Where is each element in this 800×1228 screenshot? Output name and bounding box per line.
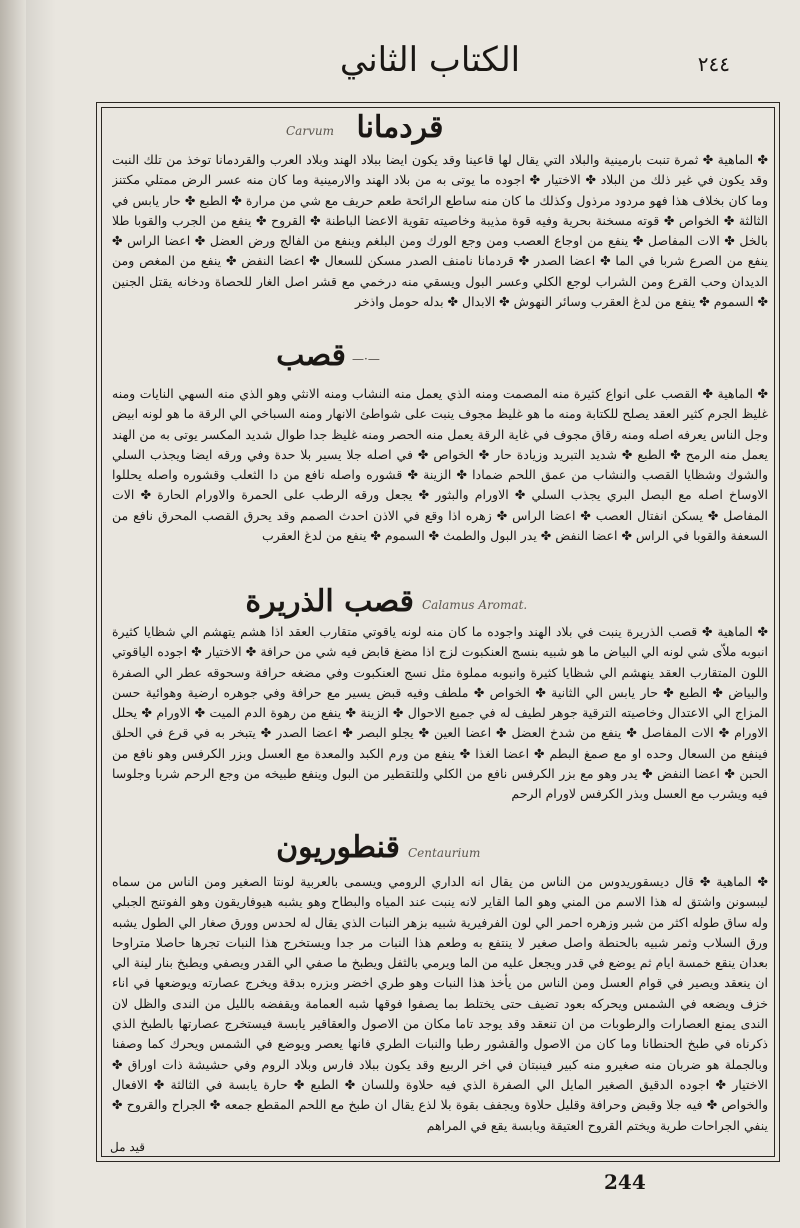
entry-title-qasab-al-dharira: قصب الذريرة [245, 584, 414, 619]
gutter-shadow [26, 0, 56, 1228]
entry-body-qasab: ✤ الماهية ✤ القصب على انواع كثيرة منه المصمت ومنه الذي يعمل منه النشاب ومنه الانثي وهو الذي منه السهي النايات ومنه غليظ الجرم كثير العقد يصلح للكتابة ومنه ما هو غليظ مجوف ينبت على شواطئ الانهار ومنه السباخي الي الرقة ما هو لونه ابيض وجل الناس يعرفه اصله ومنه رقاق مجوف في غاية الرقة يعمل منه الحصر ومنه غليظ جدا طوال شديد المكسر يوتى به من الهند يعمل منه الرمح ✤ الطبع ✤ شديد التبريد وزيادة حار ✤ الخواص ✤ في اصله جلا يسير بلا حدة وفي ورقه ايضا ويجذب السلي والشوك وشظايا القصب والنشاب من عمق اللحم ضمادا ✤ الزينة ✤ قشوره واصله نافع من دا الثعلب وقشوره واصله يحللوا الاوساخ اصله مع البصل البري يجذب السلي ✤ الاورام والبثور ✤ يجعل ورقه الرطب على الحمرة والاورام الحارة ✤ الات المفاصل ✤ يسكن انفتال العصب ✤ اعضا الراس ✤ زهره اذا وقع في الاذن احدث الصمم وقد يحرق القصب المحرق نافع من السعفة والقوبا في الراس ✤ اعضا النفض ✤ يدر البول والطمث ✤ السموم ✤ ينفع من لدغ العقرب [112, 386, 768, 544]
entry-body-qanturiun: ✤ الماهية ✤ قال ديسقوريدوس من الناس من يقال انه الداري الرومي ويسمى بالعربية لونتا الصغير ومن الناس من سماه ليبسونن واشتق له هذا الاسم من المني وهو الما القاير لانه ينبت عند المياه والبطاح وهو يشبه هيوفاريقون وهو الفوتنج الجبلي وله ساق طوله اكثر من شبر وزهره احمر الي لون الفرفيرية شبيه بزهر النبات الذي يقال له لحدس وورق صغار الي الطول يشبه ورق السلاب وثمر شبيه بالحنطة واصل صغير لا ينتفع به وطعم هذا النبات مر جدا ويستخرج هذا النبات تجرها حاصلا متراوحا بعدان ينقع خمسة ايام ثم يوضع في قدر ويجعل عليه من الما ويرمي بالثفل ويطبخ ما صفي الي القدر ويصفي ويطبخ بنار لينة الي ان ينعقد ويصير في قوام العسل ومن الناس من يأخذ هذا النبات وهو طري اخضر وبزره بدقة ويخرج عصارته ويوضعها في اناء خزف ويضعه في الشمس ويحركه بعود تضيف حتى يختلط بما يصفوا فوقها شبه العمامة ويقفضه بالليل من الندى والظل لان الندى يمنع العصارات والرطوبات من ان تنعقد وقد يوجد تاما مكان من الاصول والعقاقير يابسة فيستخرج عصارتها بالطبخ الذي ذكرناه في طبخ الحنطانا وما كان من الاصول والقشور رطبا والنبات الطري فانها يعصر ويوضع في الشمس ويحرك كما وصفنا وبالجملة هو ضربان منه صغيرو منه كبير فينبتان في اخر الربيع وقد يكون ببلاد فارس وبلاد الروم وفي حشيشة ذات اوراق ✤ الاختيار ✤ اجوده الدقيق الصغير المايل الي الصفرة الذي فيه حلاوة وللسان ✤ الطبع ✤ حارة يابسة في الثالثة ✤ الافعال والخواص ✤ فيه جلا وقبض وحرافة وقليل حلاوة ويجفف بقوة بلا لذع يقال ان طبخ مع اللحم المقطع جمعه ✤ الجراح والقروح ✤ ينفي الجراحات طرية ويختم القروح العتيقة ويابسة يقع في المراهم [112, 874, 768, 1133]
entry-title-qanturiun: قنطوريون [276, 830, 400, 865]
entry-latin-gloss: Centaurium [408, 846, 481, 860]
entry-title-qasab: قصب [276, 338, 346, 373]
page-number: 244 [604, 1170, 646, 1194]
entry-body-qasab-al-dharira: ✤ الماهية ✤ قصب الذريرة ينبت في بلاد الهند واجوده ما كان منه لونه ياقوتي متقارب العقد اذا هشم يتهشم الي شظايا كثيرة انبوبه ملاّى شي لونه الي البياض ما هو شبيه بنسج العنكبوت لزج اذا مضغ قابض فيه شي من حرافة ✤ الاختيار ✤ اجوده الياقوتي اللون المتقارب العقد ينهشم الي شظايا كثيرة وانبوبه مملوة مثل نسج العنكبوت وفي مضغه حرافة وسحوقه عطر الي الصفرة والبياض ✤ الطبع ✤ حار يابس الي الثانية ✤ الخواص ✤ ملطف وفيه قبض يسير مع حرافة وفي جوهره ارضية وهوائية حسن المزاج الي الاعتدال وخاصيته الترقية جوهر لطيف له في جميع الاحوال ✤ الزينة ✤ ينفع من رهوة الدم الميت ✤ الاورام ✤ يحلل الاورام ✤ الات المفاصل ✤ ينفع من شدخ العضل ✤ اعضا العين ✤ يجلو البصر ✤ اعضا الصدر ✤ يتبخر به في قرع في الحلق فينفع من السعال وحده او مع صمغ البطم ✤ اعضا الغذا ✤ ينفع من ورم الكبد والمعدة مع العسل وبزر الكرفس وهو نافع من الحبن ✤ اعضا النفض ✤ يدر وهو مع بزر الكرفس نافع من الكلي وللتقطير من البول وينفع طبيخه من وجع الرحم شربا وجلوسا فيه ويشرب مع العسل وبذر الكرفس لاورام الرحم [112, 624, 768, 802]
catchword: قيد مل [110, 1140, 145, 1154]
title-ornament: —·— [352, 352, 380, 366]
running-header [130, 34, 730, 94]
entry-title-qardamana: قردمانا [356, 110, 444, 145]
header-page-number: ٢٤٤ [697, 52, 730, 76]
page-title: الكتاب الثاني [339, 40, 521, 80]
entry-latin-gloss: Carvum [286, 124, 334, 138]
binding-gutter [0, 0, 26, 1228]
entry-body-qardamana: ✤ الماهية ✤ ثمرة تنبت بارمينية والبلاد التي يقال لها قاعينا وقد يكون ايضا ببلاد الهند وبلاد العرب والقردمانا توخذ من تلك النبت وقد يكون في غير ذلك من البلاد ✤ الاختيار ✤ اجوده ما يوتى به من بلاد الهند والارمينية وما كان منه عسر الرض ممتلي مكتنز وما كان بخلاف هذا فهو مردود مرذول وكذلك ما كان منه ساطع الرائحة طعم حريف مع شي من مرارة ✤ الطبع ✤ حار يابس في الثالثة ✤ الخواص ✤ قوته مسخنة بحرية وفيه قوة مذيبة وخاصيته تقوية الاعضا الباطنة ✤ القروح ✤ ينفع من الجرب والقوبا طلا بالخل ✤ الات المفاصل ✤ ينفع من اوجاع العصب ومن وجع الورك ومن البلغم وينفع من الفالج ورض العضل ✤ اعضا الراس ✤ ينفع من الصرع شربا في الما ✤ اعضا الصدر ✤ قردمانا نامنف الصدر مسكن للسعال ✤ اعضا النفض ✤ ينفع من المغص ومن الديدان وحب القرع ومن الشراب لوجع الكلي وعسر البول ويسقي منه درخمي مع قشر اصل الغار للحصاة ودخانه يقتل الجنين ✤ السموم ✤ ينفع من لدغ العقرب وسائر النهوش ✤ الابدال ✤ بدله حومل واذخر [112, 152, 768, 310]
entry-latin-gloss: Calamus Aromat. [422, 598, 528, 612]
